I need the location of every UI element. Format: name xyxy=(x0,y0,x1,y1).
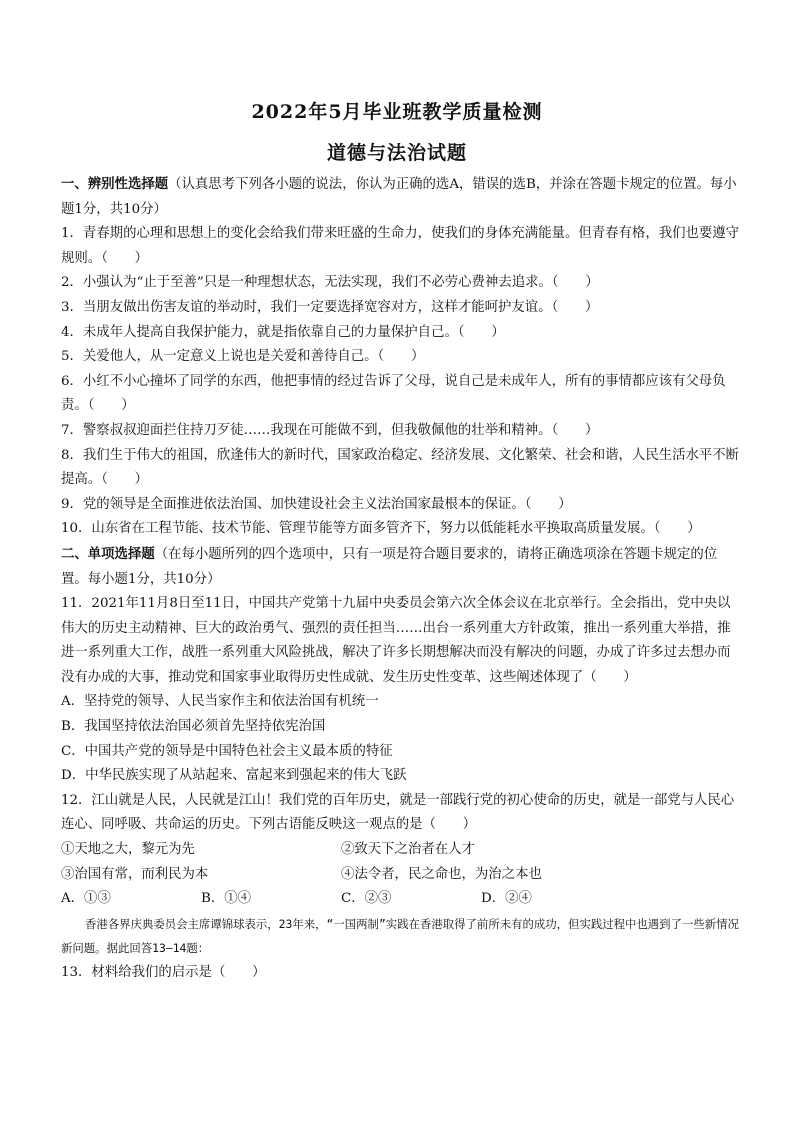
question-11-option-a: A．坚持党的领导、人民当家作主和依法治国有机统一 xyxy=(61,694,379,710)
question-11-option-d: D．中华民族实现了从站起来、富起来到强起来的伟大飞跃 xyxy=(61,768,407,784)
question-11-option-c: C．中国共产党的领导是中国特色社会主义最本质的特征 xyxy=(61,743,393,759)
question-12-stem: 12．江山就是人民，人民就是江山！我们党的百年历史，就是一部践行党的初心使命的历史，就是一部党与人民心连心、同呼吸、共命运的历史。下列古语能反映这一观点的是（ ） xyxy=(61,792,735,833)
section2-instruction: （在每小题所列的四个选项中，只有一项是符合题目要求的，请将正确选项涂在答题卡规定的位置。每小题1分，共10分） xyxy=(61,546,718,587)
question-10: 10．山东省在工程节能、技术节能、管理节能等方面多管齐下，努力以低能耗水平换取高质量发展。（ ） xyxy=(61,521,701,537)
section1-instruction: （认真思考下列各小题的说法，你认为正确的选A，错误的选B，并涂在答题卡规定的位置。每小题1分，共10分） xyxy=(61,177,737,217)
question-4: 4．未成年人提高自我保护能力，就是指依靠自己的力量保护自己。（ ） xyxy=(61,324,505,340)
question-5: 5．关爱他人，从一定意义上说也是关爱和善待自己。（ ） xyxy=(61,349,425,365)
section2-heading: 二、单项选择题 xyxy=(61,545,155,562)
question-12-statement-1: ①天地之大，黎元为先 xyxy=(61,842,195,858)
exam-title: 2022年5月毕业班教学质量检测 xyxy=(251,101,543,123)
section1-header xyxy=(61,172,741,222)
question-8: 8．我们生于伟大的祖国，欣逢伟大的新时代，国家政治稳定、经济发展、文化繁荣、社会和谐，人民生活水平不断提高。（ ） xyxy=(61,447,740,488)
section2-header xyxy=(61,542,741,592)
material-passage: 香港各界庆典委员会主席谭锦球表示，23年来，“一国两制”实践在香港取得了前所未有的成功，但实践过程中也遇到了一些新情况新问题。据此回答13—14题： xyxy=(61,916,739,956)
question-12-choice-d: D．②④ xyxy=(481,891,532,907)
question-12-choices xyxy=(61,887,741,912)
exam-content xyxy=(61,172,741,986)
exam-subtitle: 道德与法治试题 xyxy=(326,142,467,164)
question-12-statements-row-1 xyxy=(61,838,741,863)
question-11-stem: 11．2021年11月8日至11日，中国共产党第十九届中央委员会第六次全体会议在北京举行。全会指出，党中央以伟大的历史主动精神、巨大的政治勇气、强烈的责任担当……出台一系列重大方针政策，推出一系列重大举措，推进一系列重大工作，战胜一系列重大风险挑战，解决了许多长期想解决而没有解决的问题，办成了许多过去想办而没有办成的大事，推动党和国家事业取得历史性成就、发生历史性变革、这些阐述体现了（ ） xyxy=(61,596,731,685)
question-12-choice-b: B．①④ xyxy=(201,891,252,907)
question-2: 2．小强认为“止于至善”只是一种理想状态，无法实现，我们不必劳心费神去追求。（ ） xyxy=(61,275,599,291)
question-12-statements-row-2 xyxy=(61,863,741,888)
question-6: 6．小红不小心撞坏了同学的东西，他把事情的经过告诉了父母，说自己是未成年人，所有的事情都应该有父母负责。（ ） xyxy=(61,373,726,414)
question-7: 7．警察叔叔迎面拦住持刀歹徒……我现在可能做不到，但我敬佩他的壮举和精神。（ ） xyxy=(61,422,599,438)
question-12-statement-2: ②致天下之治者在人才 xyxy=(341,842,475,858)
question-13-stem: 13．材料给我们的启示是（ ） xyxy=(61,965,266,980)
question-1: 1．青春期的心理和思想上的变化会给我们带来旺盛的生命力，使我们的身体充满能量。但青春有格，我们也要遵守规则。（ ） xyxy=(61,226,740,266)
question-3: 3．当朋友做出伤害友谊的举动时，我们一定要选择宽容对方，这样才能呵护友谊。（ ） xyxy=(61,299,599,315)
question-9: 9．党的领导是全面推进依法治国、加快建设社会主义法治国家最根本的保证。（ ） xyxy=(61,496,572,512)
question-11-option-b: B．我国坚持依法治国必须首先坚持依宪治国 xyxy=(61,719,326,735)
question-12-statement-3: ③治国有常，而利民为本 xyxy=(61,866,209,882)
section1-heading: 一、辨别性选择题 xyxy=(61,176,169,192)
question-12-choice-a: A．①③ xyxy=(61,891,111,907)
question-12-statement-4: ④法令者，民之命也，为治之本也 xyxy=(341,866,542,882)
question-12-choice-c: C．②③ xyxy=(341,891,392,907)
